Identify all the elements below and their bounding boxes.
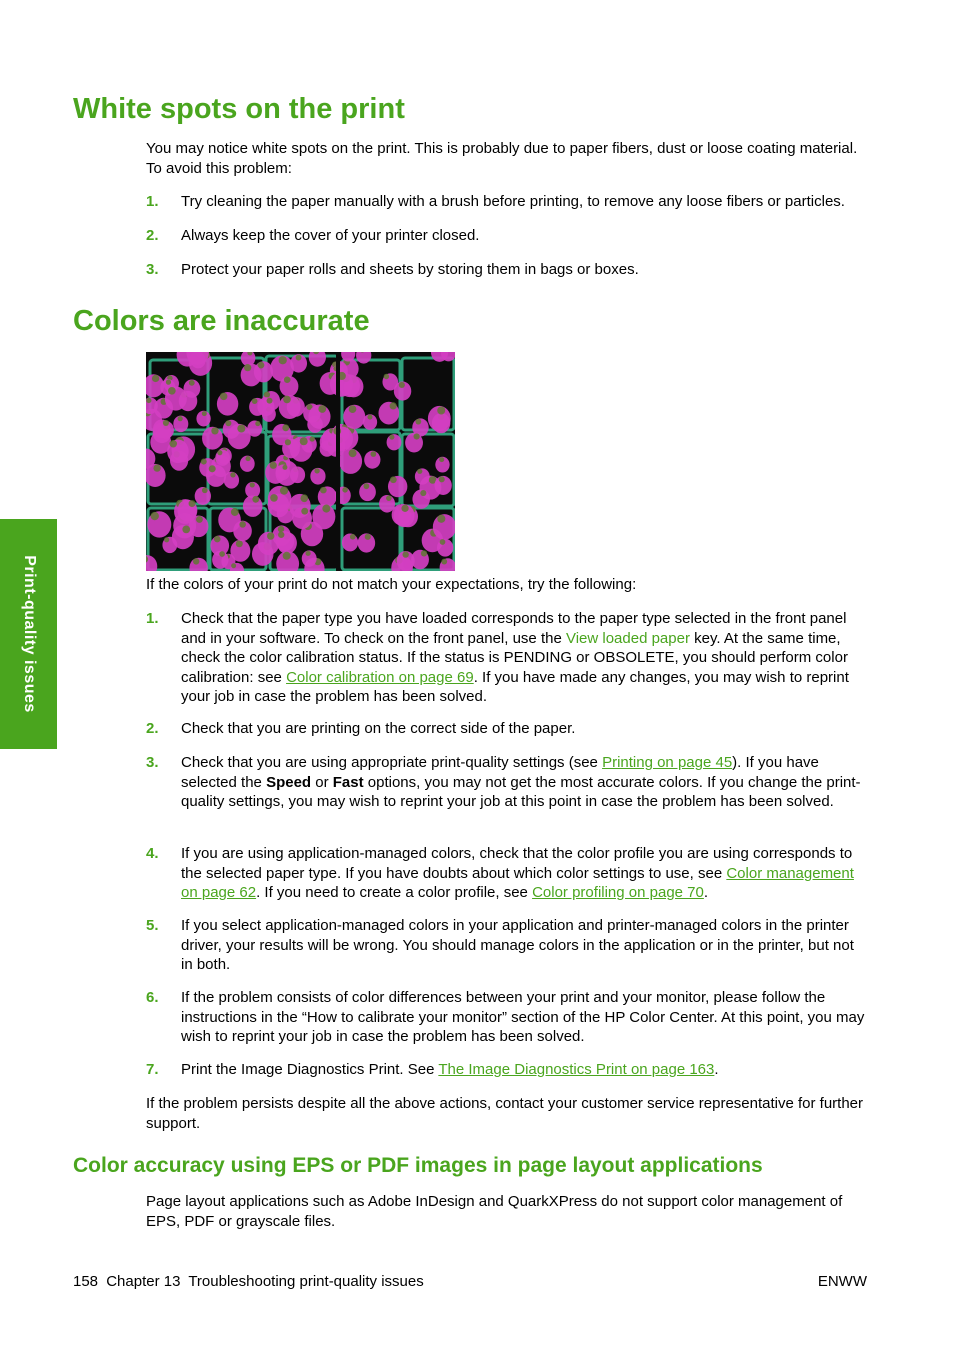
strawberry-leaf — [270, 494, 278, 502]
strawberry-leaf — [283, 552, 291, 560]
strawberry-image — [146, 352, 455, 571]
heading-white-spots: White spots on the print — [73, 93, 405, 125]
strawberry-leaf — [231, 508, 239, 516]
strawberry-leaf — [164, 537, 169, 542]
strawberry-leaf — [417, 469, 422, 474]
strawberry-leaf — [349, 405, 357, 413]
strawberry-leaf — [252, 398, 258, 404]
strawberry-leaf — [153, 464, 160, 471]
strawberry-leaf — [217, 450, 222, 455]
list-item — [146, 260, 868, 280]
list-number: 3. — [146, 754, 159, 771]
text-run: or — [311, 773, 333, 791]
list-text: Always keep the cover of your printer closed. — [181, 227, 480, 244]
text-run: ). If you have selected the — [181, 754, 819, 791]
list-text — [181, 753, 868, 812]
strawberry-leaf — [350, 534, 356, 540]
list-number: 1. — [146, 610, 159, 627]
strawberry-leaf — [310, 436, 315, 441]
strawberry-leaf — [245, 456, 250, 461]
list-number: 2. — [146, 227, 159, 244]
strawberry-leaf — [264, 391, 270, 397]
color-accuracy-text: Page layout applications such as Adobe InDesign and QuarkXPress do not support color management of EPS, PDF or grayscale files. — [146, 1193, 843, 1230]
list-number: 2. — [146, 720, 159, 737]
strawberry-leaf — [305, 551, 310, 556]
strawberry-leaf — [284, 376, 291, 383]
bold-term: Fast — [332, 773, 364, 791]
strawberry-leaf — [285, 439, 291, 445]
strawberry-leaf — [342, 487, 348, 493]
strawberry-leaf — [211, 427, 218, 434]
text-run: Check that the paper type you have loaded corresponds to the paper type selected in the front panel and in your software. To check on the front panel, use the — [181, 610, 847, 647]
strawberry-leaf — [209, 465, 216, 472]
list-text — [181, 1060, 868, 1080]
strawberry-leaf — [219, 551, 225, 557]
strawberry-leaf — [363, 483, 369, 489]
photo-seam — [336, 352, 340, 571]
strawberry-leaf — [415, 419, 421, 425]
text-run: If you select application-managed colors in your application and printer-managed colors in the printer driver, your results will be wrong. You should manage colors in the application or in the printer, but not in both. — [181, 917, 854, 973]
list-text — [181, 609, 868, 707]
text-run: . If you need to create a color profile, see — [256, 884, 533, 901]
strawberry-leaf — [252, 496, 259, 503]
strawberry-leaf — [389, 434, 394, 439]
list-item — [146, 844, 868, 903]
cross-reference-link[interactable]: The Image Diagnostics Print on page 163 — [438, 1061, 715, 1078]
list-item — [146, 609, 868, 707]
strawberry-leaf — [414, 433, 420, 439]
footer-page-number: 158 — [73, 1273, 99, 1290]
strawberry-leaf — [168, 387, 176, 395]
heading-color-accuracy-eps: Color accuracy using EPS or PDF images in page layout applications — [73, 1154, 763, 1177]
text-run: options, you may not get the most accurate colors. If you change the print-quality settings, you may wish to reprint your job at this point in case the problem has been solved. — [181, 773, 861, 810]
footer-left — [73, 1273, 428, 1290]
strawberry-leaf — [420, 490, 426, 496]
cross-reference-link[interactable]: Color profiling on page 70 — [532, 884, 704, 901]
list-text: Try cleaning the paper manually with a brush before printing, to remove any loose fibers or particles. — [181, 193, 845, 210]
strawberry-leaf — [301, 508, 308, 515]
white-spots-intro: You may notice white spots on the print. This is probably due to paper fibers, dust or loose coating material. To avoid this problem: — [146, 140, 858, 177]
list-item — [146, 1060, 868, 1080]
strawberry-leaf — [349, 449, 357, 457]
strawberry-leaf — [244, 364, 251, 371]
text-run: Print the Image Diagnostics Print. See — [181, 1061, 439, 1078]
strawberry-leaf — [439, 476, 445, 482]
strawberry-leaf — [283, 396, 291, 404]
strawberry-leaf — [399, 382, 405, 388]
list-number: 5. — [146, 917, 159, 934]
strawberry-leaf — [318, 405, 326, 413]
strawberry-leaf — [280, 486, 288, 494]
footer-right: ENWW — [817, 1273, 867, 1290]
strawberry-leaf — [152, 375, 159, 382]
strawberry-leaf — [390, 402, 397, 409]
strawberry-leaf — [236, 540, 243, 547]
strawberry-leaf — [367, 415, 372, 420]
list-item — [146, 988, 868, 1047]
list-item — [146, 916, 868, 975]
strawberry-leaf — [282, 465, 287, 470]
strawberry-leaf — [151, 512, 159, 520]
strawberry-leaf — [237, 424, 245, 432]
strawberry-leaf — [178, 416, 183, 421]
list-number: 4. — [146, 845, 159, 862]
strawberry-leaf — [440, 539, 446, 545]
text-run: Check that you are using appropriate print-quality settings (see — [181, 754, 603, 771]
strawberry — [282, 439, 300, 459]
strawberry-leaf — [169, 440, 177, 448]
colors-intro: If the colors of your print do not match your expectations, try the following: — [146, 576, 637, 593]
strawberry-leaf — [220, 393, 228, 401]
strawberry-leaf — [371, 451, 377, 457]
strawberry-leaf — [166, 380, 171, 385]
strawberry-leaf — [255, 421, 260, 426]
strawberry-leaf — [189, 380, 195, 386]
strawberry-leaf — [189, 500, 196, 507]
strawberry-leaf — [225, 420, 231, 426]
strawberry-leaf — [365, 534, 371, 540]
list-text — [181, 719, 868, 739]
text-run: . — [703, 884, 709, 901]
strawberry-leaf — [267, 532, 274, 539]
strawberry-leaf — [314, 468, 319, 473]
side-tab-label: Print-quality issues — [20, 555, 38, 713]
heading-colors-inaccurate: Colors are inaccurate — [73, 305, 370, 337]
strawberry-leaf — [214, 536, 221, 543]
footer-chapter-title: Troubleshooting print-quality issues — [188, 1273, 424, 1290]
cross-reference-link[interactable]: Color management on page 62 — [181, 864, 854, 901]
text-run: If you are using application-managed colors, check that the color profile you are using corresponds to the selected paper type. If you have doubts about which color settings to use, see — [181, 845, 853, 882]
strawberry-leaf — [390, 476, 397, 483]
text-run: key. At the same time, check the color calibration status. If the status is PENDING or OBSOLETE, you should perform color calibration: see — [181, 629, 848, 686]
strawberry-leaf — [239, 521, 246, 528]
strawberry-leaf — [300, 494, 308, 502]
strawberry-leaf — [403, 551, 409, 557]
footer-chapter: Chapter 13 — [106, 1273, 181, 1290]
strawberry-leaf — [231, 563, 236, 568]
list-item — [146, 753, 868, 812]
list-number: 6. — [146, 989, 159, 1006]
strawberry-leaf — [439, 457, 444, 462]
strawberry-leaf — [437, 515, 445, 523]
text-run: Check that you are printing on the correct side of the paper. — [181, 720, 576, 737]
list-item — [146, 719, 868, 739]
side-tab — [0, 519, 57, 749]
list-number: 1. — [146, 193, 159, 210]
strawberry-leaf — [386, 495, 392, 501]
strawberry-leaf — [421, 550, 427, 556]
strawberry-leaf — [193, 558, 199, 564]
text-run: If the problem consists of color differences between your print and your monitor, please follow the instructions in the “How to calibrate your monitor” section of the HP Color Center. At this point, you may wish to reprint your job in case the problem has been solved. — [181, 989, 865, 1045]
strawberry-leaf — [322, 505, 330, 513]
strawberry-leaf — [201, 459, 207, 465]
strawberry-leaf — [146, 398, 151, 403]
strawberry-leaf — [182, 525, 190, 533]
strawberry-leaf — [196, 516, 203, 523]
strawberry-leaf — [202, 411, 207, 416]
strawberry-leaf — [441, 559, 447, 565]
strawberry-photo — [146, 352, 455, 571]
list-item — [146, 226, 868, 246]
strawberry-leaf — [282, 424, 289, 431]
list-number: 7. — [146, 1061, 159, 1078]
text-run: . If you have made any changes, you may wish to reprint your job in case the problem has been solved. — [181, 668, 849, 705]
list-item — [146, 192, 868, 212]
strawberry-leaf — [296, 355, 302, 361]
list-text — [181, 988, 868, 1047]
colors-outro: If the problem persists despite all the above actions, contact your customer service representative for further support. — [146, 1095, 864, 1132]
text-run: . — [714, 1061, 719, 1078]
strawberry-leaf — [270, 462, 277, 469]
strawberry-leaf — [202, 487, 208, 493]
strawberry-leaf — [163, 420, 169, 426]
cross-reference-link[interactable]: Printing on page 45 — [602, 754, 733, 771]
list-text: Protect your paper rolls and sheets by storing them in bags or boxes. — [181, 261, 639, 278]
strawberry-leaf — [320, 487, 327, 494]
cross-reference-link[interactable]: Color calibration on page 69 — [286, 668, 474, 686]
strawberry-leaf — [267, 398, 273, 404]
list-number: 3. — [146, 261, 159, 278]
strawberry-leaf — [300, 437, 308, 445]
strawberry-leaf — [437, 407, 445, 415]
list-text — [181, 916, 868, 975]
strawberry-leaf — [250, 482, 255, 487]
strawberry-leaf — [401, 505, 408, 512]
strawberry-leaf — [279, 356, 287, 364]
list-text — [181, 844, 868, 903]
strawberry-leaf — [384, 374, 389, 379]
key-name: View loaded paper — [565, 629, 690, 647]
strawberry-leaf — [278, 532, 284, 538]
bold-term: Speed — [266, 773, 312, 791]
strawberry-leaf — [230, 472, 235, 477]
